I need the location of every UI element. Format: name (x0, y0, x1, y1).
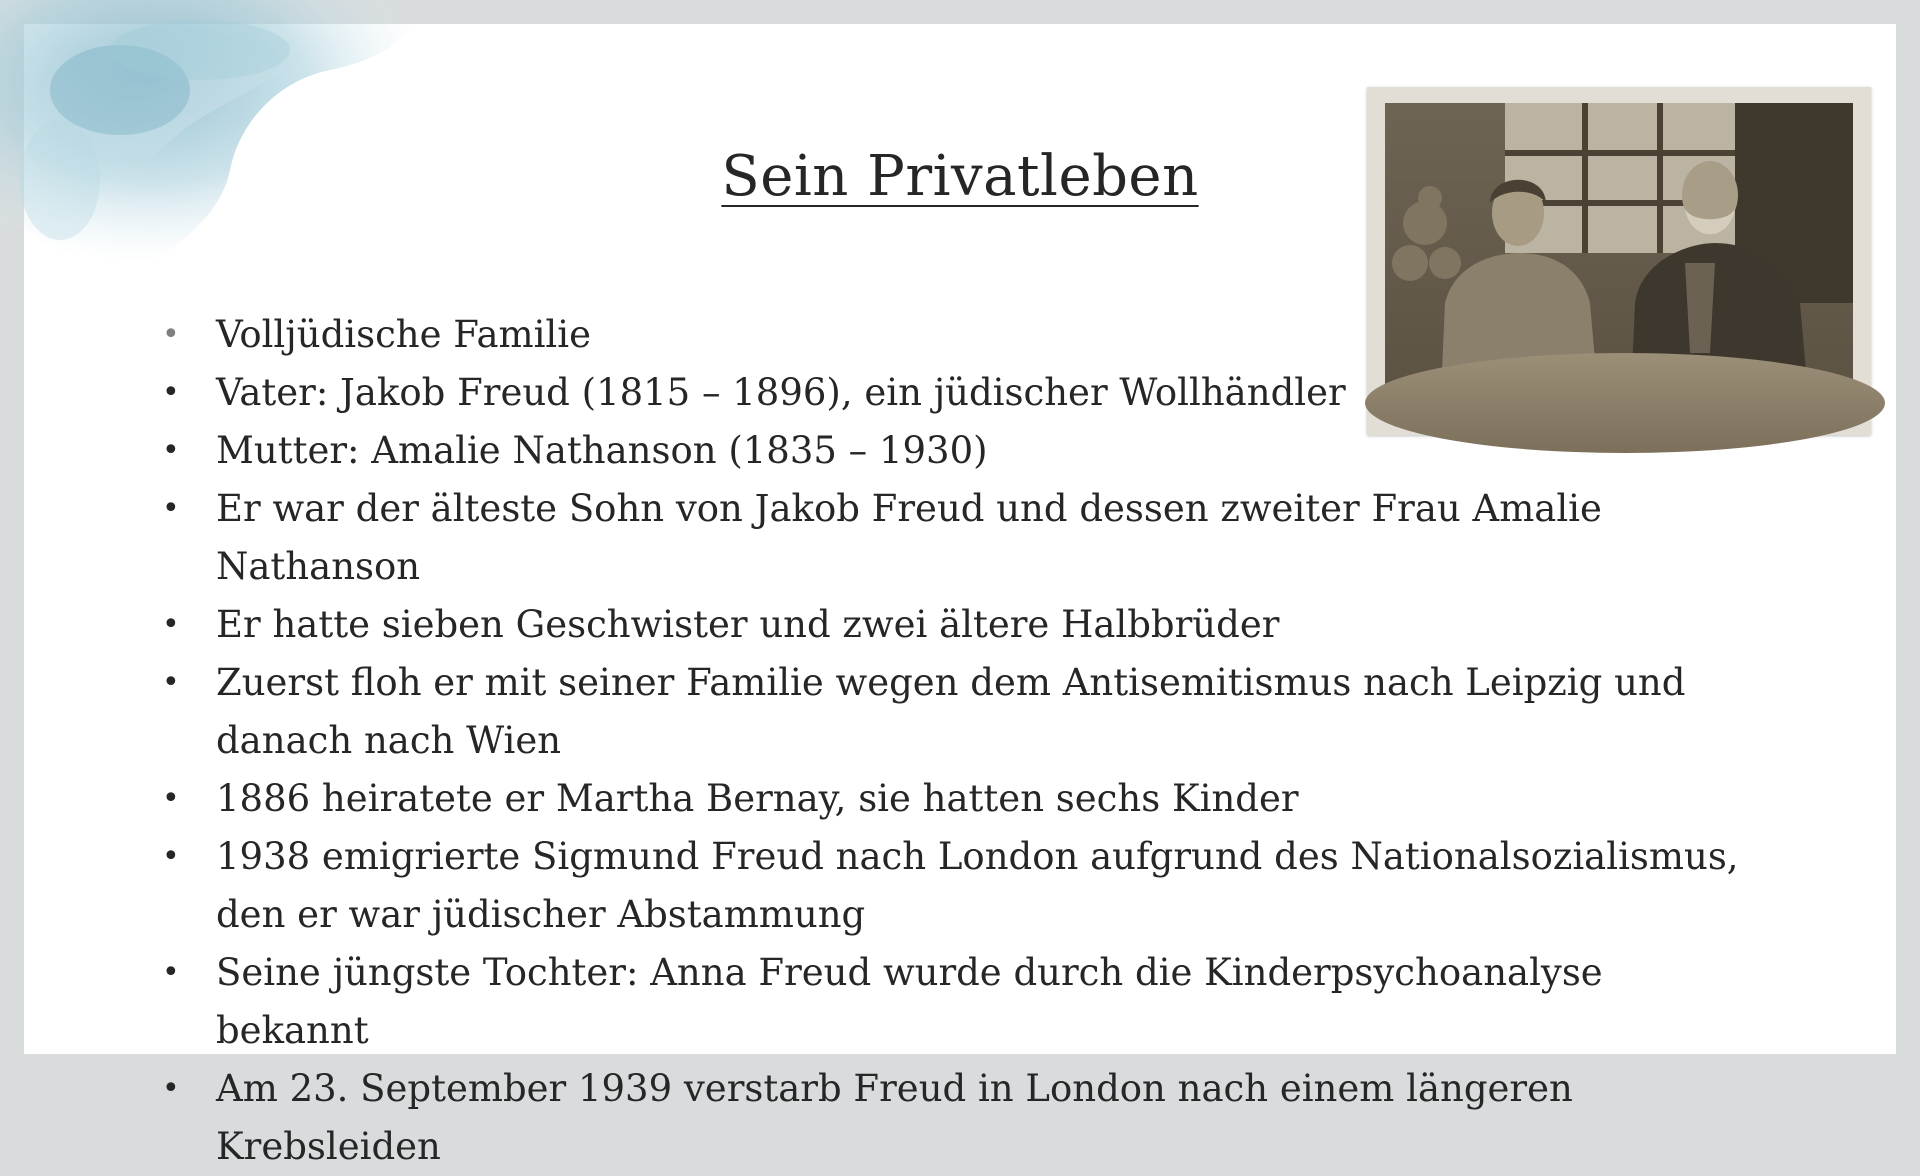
bullet-dot: • (162, 665, 180, 700)
list-item (0, 596, 1740, 654)
list-item-text: Er hatte sieben Geschwister und zwei ältere Halbbrüder (216, 603, 1280, 646)
bullet-dot: • (162, 607, 180, 642)
list-item-text: Am 23. September 1939 verstarb Freud in London nach einem längeren Krebsleiden (216, 1067, 1573, 1168)
slide (24, 24, 1896, 1168)
list-item (0, 654, 1740, 770)
bullet-dot: • (162, 433, 180, 468)
bullet-list (0, 306, 1740, 1176)
list-item-text: Seine jüngste Tochter: Anna Freud wurde durch die Kinderpsychoanalyse bekannt (216, 951, 1603, 1052)
list-item-text: Mutter: Amalie Nathanson (1835 – 1930) (216, 429, 988, 472)
list-item (0, 1060, 1740, 1176)
list-item (0, 480, 1740, 596)
list-item (0, 770, 1740, 828)
bullet-dot: • (162, 317, 180, 352)
list-item-text: 1938 emigrierte Sigmund Freud nach London aufgrund des Nationalsozialismus, den er war jüdischer Abstammung (216, 835, 1739, 936)
list-item-text: Volljüdische Familie (216, 313, 591, 356)
bullet-dot: • (162, 491, 180, 526)
list-item (0, 944, 1740, 1060)
list-item-text: 1886 heiratete er Martha Bernay, sie hatten sechs Kinder (216, 777, 1299, 820)
bullet-dot: • (162, 1071, 180, 1106)
list-item (0, 364, 1740, 422)
list-item-text: Er war der älteste Sohn von Jakob Freud und dessen zweiter Frau Amalie Nathanson (216, 487, 1602, 588)
list-item (0, 306, 1740, 364)
list-item-text: Zuerst floh er mit seiner Familie wegen dem Antisemitismus nach Leipzig und danach nach Wien (216, 661, 1686, 762)
bullet-dot: • (162, 955, 180, 990)
bullet-dot: • (162, 375, 180, 410)
list-item (0, 422, 1740, 480)
bullet-dot: • (162, 781, 180, 816)
bullet-dot: • (162, 839, 180, 874)
list-item (0, 828, 1740, 944)
page-title: Sein Privatleben (721, 144, 1199, 209)
list-item-text: Vater: Jakob Freud (1815 – 1896), ein jüdischer Wollhändler (216, 371, 1346, 414)
